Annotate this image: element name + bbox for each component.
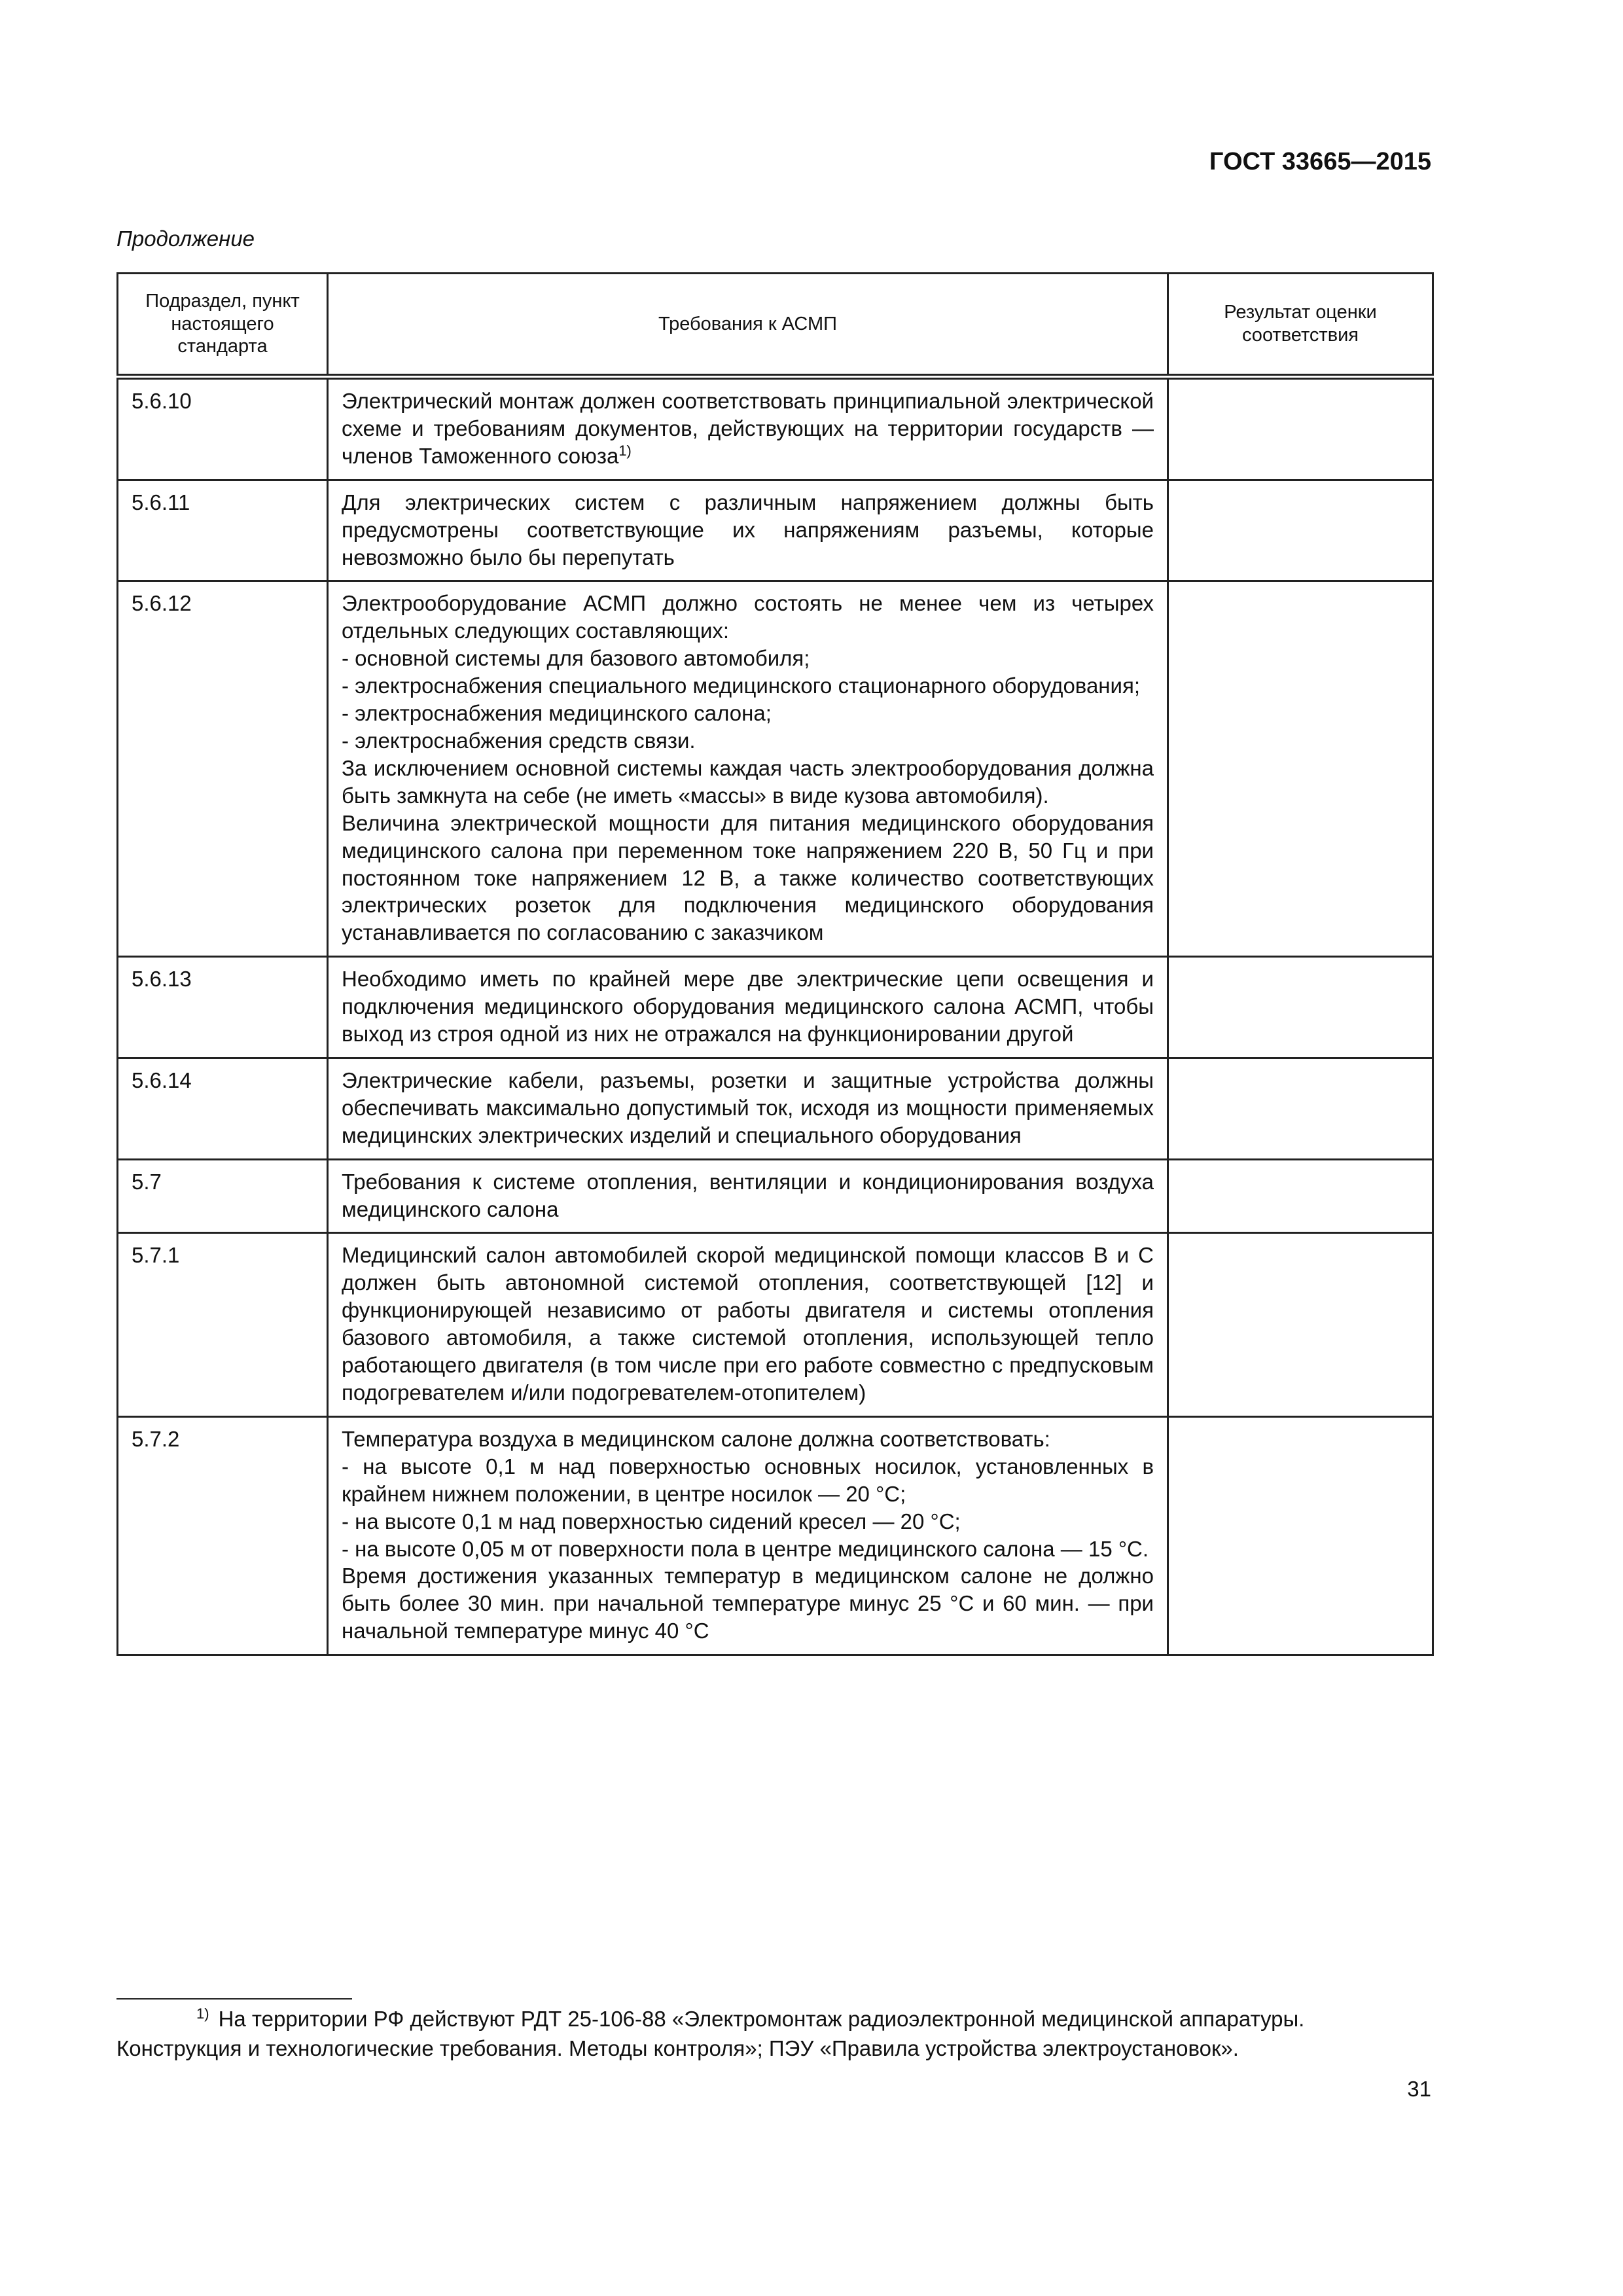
requirement-line: - электроснабжения медицинского салона; [342, 701, 772, 726]
requirement-line: За исключением основной системы каждая часть электрооборудования должна быть замкнута на себе (не иметь «массы» в виде кузова автомобиля). [342, 755, 1154, 808]
footnote-ref: 1) [618, 442, 632, 459]
footnote-text: На территории РФ действуют РДТ 25-106-88 «Электромонтаж радиоэлектронной медицинской аппаратуры. Конструкция и технологические требования. Методы контроля»; ПЭУ «Правила устройства электроустановок». [116, 2007, 1305, 2060]
row-number: 5.6.12 [118, 581, 328, 957]
requirement-line: Температура воздуха в медицинском салоне должна соответствовать: [342, 1426, 1050, 1451]
row-number: 5.7.1 [118, 1233, 328, 1416]
row-number: 5.7 [118, 1159, 328, 1233]
row-number: 5.6.13 [118, 957, 328, 1058]
header-result: Результат оценки соответствия [1168, 274, 1433, 377]
row-result [1168, 581, 1433, 957]
requirement-line: Величина электрической мощности для питания медицинского оборудования медицинского салона при переменном токе напряжением 220 В, 50 Гц и при постоянном токе напряжением 12 В, а также количество соответствующих электрических розеток для подключения медицинского оборудования устанавливается по согласованию с заказчиком [342, 810, 1154, 945]
page-number: 31 [1407, 2077, 1431, 2101]
row-number: 5.6.14 [118, 1058, 328, 1159]
requirement-line: - на высоте 0,05 м от поверхности пола в центре медицинского салона — 15 °С. [342, 1536, 1149, 1561]
row-result [1168, 1159, 1433, 1233]
table-row [118, 1159, 1433, 1233]
row-requirement: Электрические кабели, разъемы, розетки и защитные устройства должны обеспечивать максимально допустимый ток, исходя из мощности применяемых медицинских электрических изделий и специального оборудования [328, 1058, 1168, 1159]
table-row [118, 480, 1433, 581]
row-result [1168, 1416, 1433, 1655]
row-requirement: Медицинский салон автомобилей скорой медицинской помощи классов В и С должен быть автономной системой отопления, соответствующей [12] и функционирующей независимо от работы двигателя и системы отопления базового автомобиля, а также системой отопления, использующей тепло работающего двигателя (в том числе при его работе совместно с предпусковым подогревателем и/или подогревателем-отопителем) [328, 1233, 1168, 1416]
requirement-line: - электроснабжения средств связи. [342, 728, 696, 753]
row-requirement [328, 1416, 1168, 1655]
continuation-label: Продолжение [116, 226, 255, 251]
row-result [1168, 377, 1433, 480]
requirements-table [116, 272, 1434, 1656]
requirement-line: Время достижения указанных температур в медицинском салоне не должно быть более 30 мин. при начальной температуре минус 25 °С и 60 мин. — при начальной температуре минус 40 °С [342, 1564, 1154, 1643]
footnote-separator [116, 1998, 352, 2000]
footnote [116, 2004, 1432, 2063]
row-result [1168, 1233, 1433, 1416]
requirement-text: Электрический монтаж должен соответствовать принципиальной электрической схеме и требованиям документов, действующих на территории государств — членов Таможенного союза [342, 389, 1154, 468]
row-requirement: Для электрических систем с различным напряжением должны быть предусмотрены соответствующие их напряжениям разъемы, которые невозможно было бы перепутать [328, 480, 1168, 581]
table-row [118, 1058, 1433, 1159]
requirement-line: Электрооборудование АСМП должно состоять не менее чем из четырех отдельных следующих составляющих: [342, 591, 1154, 643]
table-row [118, 1233, 1433, 1416]
row-result [1168, 957, 1433, 1058]
row-requirement [328, 581, 1168, 957]
requirement-line: - на высоте 0,1 м над поверхностью сидений кресел — 20 °С; [342, 1509, 961, 1534]
table-row [118, 377, 1433, 480]
table-row [118, 1416, 1433, 1655]
row-result [1168, 480, 1433, 581]
header-subsection: Подраздел, пункт настоящего стандарта [118, 274, 328, 377]
table-row [118, 957, 1433, 1058]
table-header-row [118, 274, 1433, 377]
row-requirement: Требования к системе отопления, вентиляции и кондиционирования воздуха медицинского салона [328, 1159, 1168, 1233]
row-requirement [328, 377, 1168, 480]
header-requirements: Требования к АСМП [328, 274, 1168, 377]
table-row [118, 581, 1433, 957]
requirement-line: - электроснабжения специального медицинского стационарного оборудования; [342, 673, 1141, 698]
row-number: 5.7.2 [118, 1416, 328, 1655]
row-number: 5.6.10 [118, 377, 328, 480]
row-number: 5.6.11 [118, 480, 328, 581]
requirement-line: - на высоте 0,1 м над поверхностью основных носилок, установленных в крайнем нижнем положении, в центре носилок — 20 °С; [342, 1454, 1154, 1506]
requirement-line: - основной системы для базового автомобиля; [342, 646, 810, 671]
row-result [1168, 1058, 1433, 1159]
footnote-mark: 1) [196, 2005, 209, 2022]
document-code: ГОСТ 33665—2015 [1209, 148, 1431, 175]
row-requirement: Необходимо иметь по крайней мере две электрические цепи освещения и подключения медицинского оборудования медицинского салона АСМП, чтобы выход из строя одной из них не отражался на функционировании другой [328, 957, 1168, 1058]
